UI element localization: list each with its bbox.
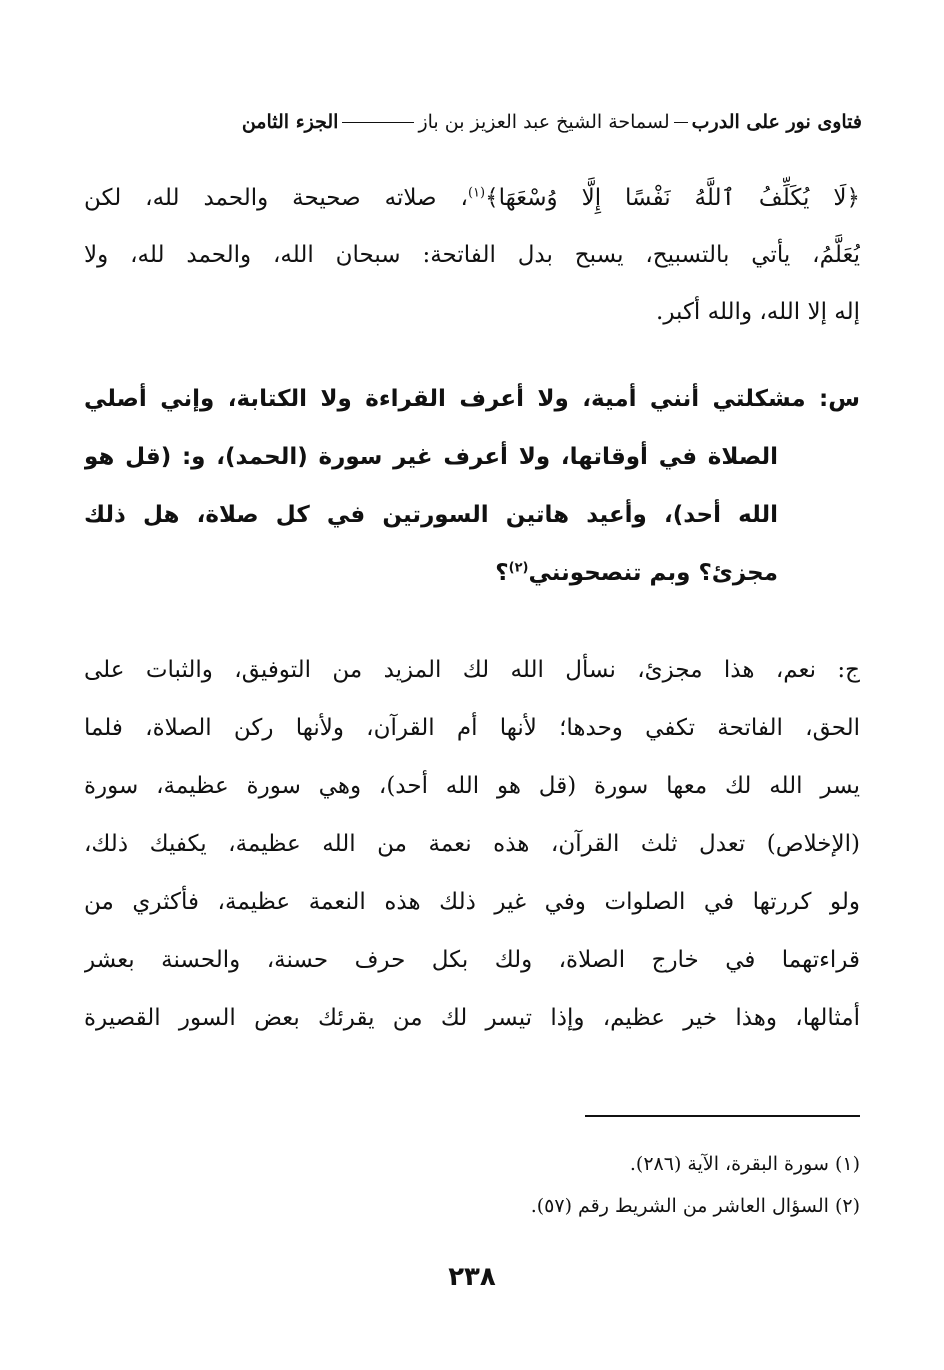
answer-line: يسر الله لك معها سورة (قل هو الله أحد)، وهي سورة عظيمة، سورة [84, 773, 860, 799]
footnote-divider [585, 1115, 860, 1117]
answer-line: أمثالها، وهذا خير عظيم، وإذا تيسر لك من يقرئك بعض السور القصيرة [84, 1005, 860, 1031]
question-mark: ؟ [495, 560, 509, 586]
header-volume: الجزء الثامن [241, 111, 339, 133]
header-book-title: فتاوى نور على الدرب [691, 111, 862, 133]
footnote-2: (٢) السؤال العاشر من الشريط رقم (٥٧). [530, 1195, 860, 1217]
question-text: مجزئ؟ وبم تنصحونني [528, 560, 778, 586]
page-number: ٢٣٨ [448, 1262, 496, 1292]
footnote-ref: (١) [467, 185, 486, 201]
question-line: الله أحد)، وأعيد هاتين السورتين في كل صلاة، هل ذلك [84, 502, 778, 528]
footnote-1: (١) سورة البقرة، الآية (٢٨٦). [629, 1153, 860, 1175]
paragraph-continuation [84, 170, 860, 341]
quran-verse: ﴿لَا يُكَلِّفُ ٱللَّهُ نَفْسًا إِلَّا وُسْعَهَا﴾ [485, 185, 860, 211]
question-line: س: مشكلتي أنني أمية، ولا أعرف القراءة ولا الكتابة، وإني أصلي [84, 386, 860, 412]
footnote-ref: (٢) [508, 560, 529, 576]
header-separator-long [342, 122, 414, 123]
answer-line: قراءتهما في خارج الصلاة، ولك بكل حرف حسنة، والحسنة بعشر [84, 947, 860, 973]
question-line: الصلاة في أوقاتها، ولا أعرف غير سورة (الحمد)، و: (قل هو [84, 444, 778, 470]
answer-line: ج: نعم، هذا مجزئ، نسأل الله لك المزيد من التوفيق، والثبات على [84, 657, 860, 683]
answer-line: (الإخلاص) تعدل ثلث القرآن، هذه نعمة من الله عظيمة، يكفيك ذلك، [84, 831, 860, 857]
paragraph-line: يُعَلَّمُ، يأتي بالتسبيح، يسبح بدل الفاتحة: سبحان الله، والحمد لله، ولا [84, 242, 860, 268]
footnotes [84, 1143, 860, 1227]
answer-block [84, 641, 860, 1047]
paragraph-line: إله إلا الله، والله أكبر. [656, 299, 860, 325]
header-author: لسماحة الشيخ عبد العزيز بن باز [418, 111, 670, 133]
answer-line: الحق، الفاتحة تكفي وحدها؛ لأنها أم القرآن، ولأنها ركن الصلاة، فلما [84, 715, 860, 741]
paragraph-line [84, 170, 860, 227]
running-header [82, 104, 862, 140]
question-line [84, 544, 860, 602]
paragraph-text: ، صلاته صحيحة والحمد لله، لكن [84, 185, 468, 211]
question-block [84, 370, 860, 602]
header-separator [674, 122, 688, 123]
answer-line: ولو كررتها في الصلوات وفي غير ذلك هذه النعمة عظيمة، فأكثري من [84, 889, 860, 915]
